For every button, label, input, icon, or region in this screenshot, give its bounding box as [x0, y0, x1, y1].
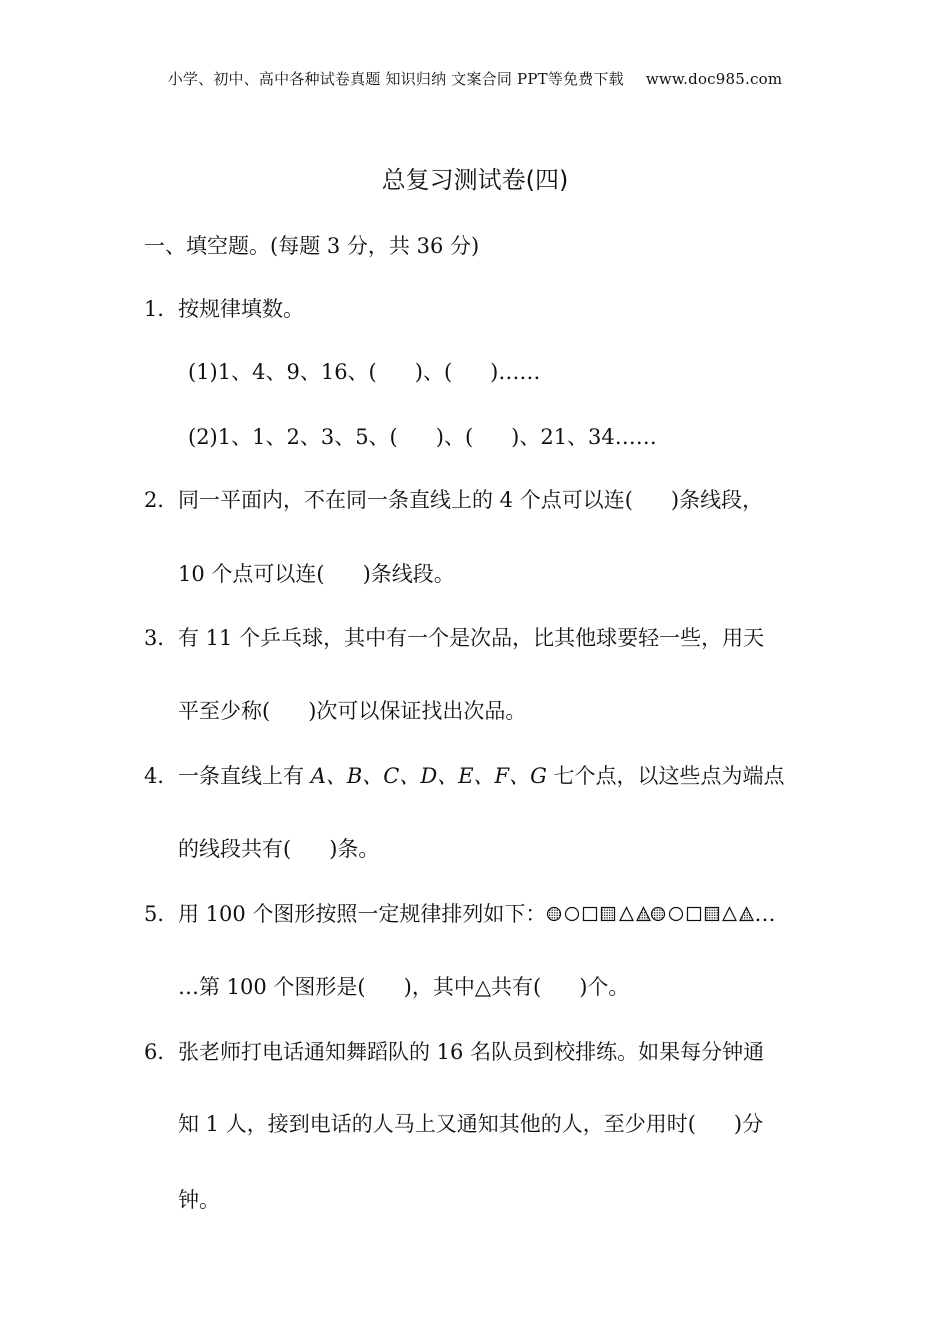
- header-text: 小学、初中、高中各种试卷真题 知识归纳 文案合同 PPT等免费下载: [167, 70, 624, 88]
- question-number: 5．: [144, 902, 179, 926]
- dotted-triangle-icon: [740, 908, 753, 921]
- text-segment: …: [754, 902, 776, 926]
- text-segment: )次可以保证找出次品。: [308, 699, 527, 723]
- question-3: [144, 622, 764, 652]
- question-number: 1．: [144, 297, 179, 321]
- square-icon: [584, 908, 597, 921]
- question-6: [144, 1036, 764, 1066]
- text-segment: )个。: [579, 975, 630, 999]
- text-segment: 一条直线上有: [178, 764, 311, 788]
- question-6-line-2: [178, 1108, 763, 1138]
- text-segment: )……: [490, 360, 541, 384]
- dotted-triangle-icon: [637, 908, 650, 921]
- text-segment: 同一平面内，不在同一条直线上的 4 个点可以连(: [178, 488, 633, 512]
- page-title: 总复习测试卷(四): [381, 166, 569, 194]
- page-header: [0, 68, 950, 89]
- text-segment: )、(: [414, 360, 453, 384]
- text-segment: )、(: [435, 425, 474, 449]
- circle-icon: [670, 908, 683, 921]
- header-site: www.doc985.com: [645, 70, 783, 88]
- dotted-square-icon: [706, 908, 719, 921]
- text-segment: (2)1、1、2、3、5、(: [188, 425, 398, 449]
- dotted-circle-icon: [548, 908, 561, 921]
- text-segment: )分: [733, 1112, 764, 1136]
- text-segment: )条线段，: [670, 488, 764, 512]
- question-number: 2．: [144, 488, 179, 512]
- question-5: [144, 898, 775, 928]
- question-number: 3．: [144, 626, 179, 650]
- question-4-line-2: [178, 833, 379, 863]
- section-heading: 一、填空题。(每题 3 分，共 36 分): [144, 234, 480, 258]
- text-segment: )条线段。: [362, 562, 455, 586]
- text-segment: )条。: [329, 837, 380, 861]
- text-segment: )，其中△共有(: [403, 975, 542, 999]
- text-segment: 10 个点可以连(: [178, 562, 325, 586]
- question-4: [144, 760, 785, 790]
- question-1-part-2: [188, 421, 657, 451]
- text-segment: 的线段共有(: [178, 837, 292, 861]
- question-1-part-1: [188, 356, 540, 386]
- question-2: [144, 484, 763, 514]
- question-6-line-3: 钟。: [178, 1188, 220, 1212]
- text-segment: 用 100 个图形按照一定规律排列如下：: [178, 902, 547, 926]
- question-2-line-2: [178, 558, 455, 588]
- question-3-line-2: [178, 695, 526, 725]
- text-segment: 有 11 个乒乓球，其中有一个是次品，比其他球要轻一些，用天: [178, 626, 765, 650]
- shape-pattern: [546, 904, 754, 924]
- circle-icon: [566, 908, 579, 921]
- text-segment: …第 100 个图形是(: [178, 975, 366, 999]
- square-icon: [688, 908, 701, 921]
- question-number: 6．: [144, 1040, 179, 1064]
- dotted-circle-icon: [652, 908, 665, 921]
- text-segment: 知 1 人，接到电话的人马上又通知其他的人，至少用时(: [178, 1112, 696, 1136]
- dotted-square-icon: [602, 908, 615, 921]
- question-text: 按规律填数。: [178, 297, 304, 321]
- text-segment: )、21、34……: [511, 425, 657, 449]
- question-1: [144, 293, 304, 323]
- question-5-line-2: [178, 971, 629, 1001]
- triangle-icon: [620, 908, 633, 921]
- text-segment: 七个点，以这些点为端点: [546, 764, 785, 788]
- text-segment: 平至少称(: [178, 699, 271, 723]
- text-segment: 张老师打电话通知舞蹈队的 16 名队员到校排练。如果每分钟通: [178, 1040, 765, 1064]
- question-number: 4．: [144, 764, 179, 788]
- triangle-icon: [723, 908, 736, 921]
- text-segment: (1)1、4、9、16、(: [188, 360, 377, 384]
- point-labels: A、B、C、D、E、F、G: [310, 764, 547, 788]
